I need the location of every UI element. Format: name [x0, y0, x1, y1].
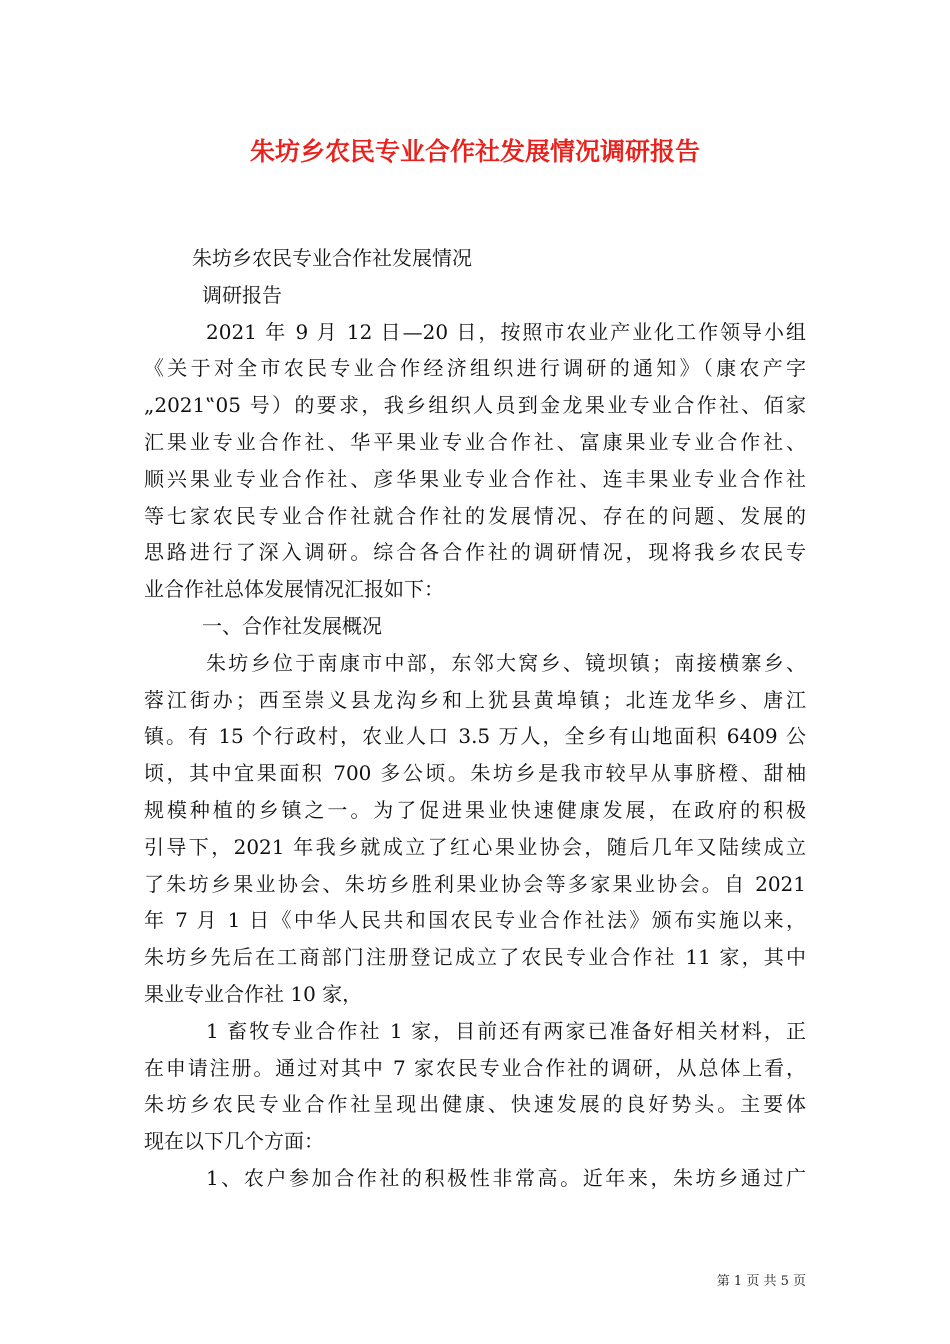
paragraph-line: 镇。有 15 个行政村，农业人口 3.5 万人，全乡有山地面积 6409 公	[144, 724, 806, 749]
subtitle-line-1: 朱坊乡农民专业合作社发展情况	[192, 246, 472, 270]
paragraph-line: 现在以下几个方面：	[144, 1129, 324, 1154]
paragraph-line: 业合作社总体发展情况汇报如下：	[144, 577, 444, 602]
paragraph-line: 引导下，2021 年我乡就成立了红心果业协会，随后几年又陆续成立	[144, 834, 806, 859]
paragraph-line: 蓉江街办；西至崇义县龙沟乡和上犹县黄埠镇；北连龙华乡、唐江	[144, 687, 806, 712]
paragraph-line: 思路进行了深入调研。综合各合作社的调研情况，现将我乡农民专	[144, 540, 806, 565]
paragraph-line: 2021 年 9 月 12 日—20 日，按照市农业产业化工作领导小组	[206, 319, 806, 344]
document-body	[144, 240, 806, 1197]
paragraph-line: 1 畜牧专业合作社 1 家，目前还有两家已准备好相关材料，正	[206, 1018, 806, 1043]
paragraph-line: 果业专业合作社 10 家，	[144, 981, 363, 1006]
paragraph-line: 朱坊乡位于南康市中部，东邻大窝乡、镜坝镇；南接横寨乡、	[206, 650, 806, 675]
paragraph-line: „2021‟05 号）的要求，我乡组织人员到金龙果业专业合作社、佰家	[144, 393, 806, 418]
section-heading: 一、合作社发展概况	[202, 613, 382, 638]
paragraph-line: 了朱坊乡果业协会、朱坊乡胜利果业协会等多家果业协会。自 2021	[144, 871, 806, 896]
paragraph-line: 1、农户参加合作社的积极性非常高。近年来，朱坊乡通过广	[206, 1165, 806, 1190]
paragraph-line: 朱坊乡先后在工商部门注册登记成立了农民专业合作社 11 家，其中	[144, 945, 806, 970]
subtitle-line-2: 调研报告	[202, 282, 282, 307]
paragraph-line: 汇果业专业合作社、华平果业专业合作社、富康果业专业合作社、	[144, 429, 806, 454]
paragraph-line: 等七家农民专业合作社就合作社的发展情况、存在的问题、发展的	[144, 503, 806, 528]
paragraph-line: 顺兴果业专业合作社、彦华果业专业合作社、连丰果业专业合作社	[144, 466, 806, 491]
document-title: 朱坊乡农民专业合作社发展情况调研报告	[249, 137, 700, 166]
paragraph-line: 《关于对全市农民专业合作经济组织进行调研的通知》（康农产字	[144, 356, 806, 381]
page-number: 第 1 页 共 5 页	[716, 1274, 806, 1289]
paragraph-line: 年 7 月 1 日《中华人民共和国农民专业合作社法》颁布实施以来，	[144, 908, 806, 933]
paragraph-line: 顷，其中宜果面积 700 多公顷。朱坊乡是我市较早从事脐橙、甜柚	[144, 761, 806, 786]
paragraph-line: 朱坊乡农民专业合作社呈现出健康、快速发展的良好势头。主要体	[144, 1092, 806, 1117]
paragraph-line: 规模种植的乡镇之一。为了促进果业快速健康发展，在政府的积极	[144, 797, 806, 822]
paragraph-line: 在申请注册。通过对其中 7 家农民专业合作社的调研，从总体上看，	[144, 1055, 806, 1080]
